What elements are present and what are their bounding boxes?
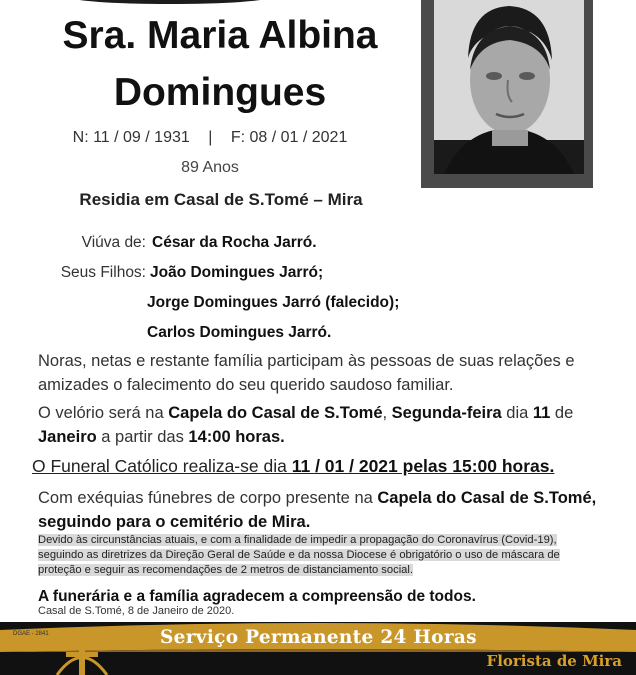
dgae-code: DGAE - 2841 <box>13 631 49 637</box>
child-name: João Domingues Jarró; <box>150 264 324 281</box>
wake-month: Janeiro <box>38 428 97 446</box>
birth-date: N: 11 / 09 / 1931 <box>72 129 190 146</box>
exequias-place: Capela do Casal de S.Tomé <box>377 489 592 507</box>
covid-notice: Devido às circunstâncias atuais, e com a finalidade de impedir a propagação do Coronavírus (Covid-19), seguindo as diretrizes da Direção Geral de Saúde e da nossa Diocese é obrigatório o uso de máscara de proteção e seguir as recomendações de 2 metros de distanciamento social. <box>38 534 560 576</box>
death-date: F: 08 / 01 / 2021 <box>230 129 348 146</box>
children-row <box>147 294 399 312</box>
child-name: Jorge Domingues Jarró (falecido); <box>147 294 400 311</box>
date-separator: | <box>208 129 213 146</box>
thanks-text: A funerária e a família agradecem a compreensão de todos. <box>38 588 476 605</box>
widow-name: César da Rocha Jarró. <box>152 234 317 251</box>
age: 89 Anos <box>181 159 239 176</box>
place-date: Casal de S.Tomé, 8 de Janeiro de 2020. <box>38 605 235 617</box>
exequias-notice: Com exéquias fúnebres de corpo presente na Capela do Casal de S.Tomé, seguindo para o cemitério de Mira. <box>38 489 597 531</box>
deceased-name-line1: Sra. Maria Albina <box>62 14 378 57</box>
life-dates <box>0 129 420 147</box>
widow-label: Viúva de: <box>81 234 146 251</box>
deceased-name-line2: Domingues <box>113 71 327 114</box>
portrait-photo <box>434 0 584 174</box>
child-name: Carlos Domingues Jarró. <box>147 324 332 341</box>
wake-date: 11 <box>532 404 551 422</box>
wake-day: Segunda-feira <box>391 404 502 422</box>
funeral-datetime: 11 / 01 / 2021 pelas 15:00 horas. <box>291 456 555 476</box>
announcement-text: Noras, netas e restante família participam às pessoas de suas relações e amizades o falecimento do seu querido saudoso familiar. <box>38 352 575 394</box>
wake-place: Capela do Casal de S.Tomé <box>168 404 383 422</box>
children-label: Seus Filhos: <box>60 264 146 281</box>
funeral-notice: O Funeral Católico realiza-se dia 11 / 01 / 2021 pelas 15:00 horas. <box>32 456 555 476</box>
cross-logo-icon <box>52 622 112 675</box>
service-banner: Serviço Permanente 24 Horas <box>160 627 477 648</box>
brand-name: Florista de Mira <box>486 652 622 670</box>
children-row <box>147 324 331 342</box>
residence: Residia em Casal de S.Tomé – Mira <box>79 190 363 209</box>
wake-notice: O velório será na Capela do Casal de S.Tomé, Segunda-feira dia 11 de Janeiro a partir das 14:00 horas. <box>38 404 574 446</box>
wake-time: 14:00 horas. <box>188 428 285 446</box>
